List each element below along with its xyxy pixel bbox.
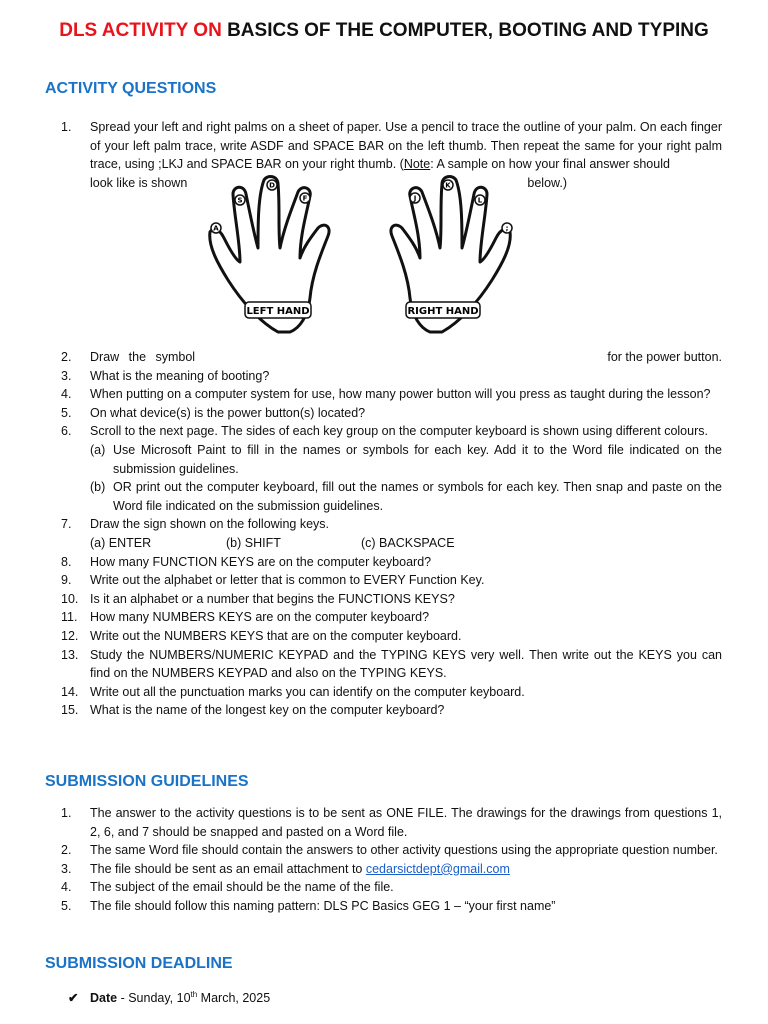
title-red-part: DLS ACTIVITY ON [59,20,222,41]
left-letter-f: F [302,194,308,203]
question-7 [0,515,768,534]
question-text: How many NUMBERS KEYS are on the computer keyboard? [90,610,430,625]
guideline-2 [0,841,768,860]
note-label: Note [403,157,431,172]
guideline-number: 1. [61,806,72,820]
question-number: 15. [61,703,79,718]
question-4 [0,385,768,404]
question-number: 13. [61,647,79,662]
question-text: What is the name of the longest key on the computer keyboard? [90,703,445,718]
questions-list [0,348,768,720]
deadline-rest: March, 2025 [197,991,271,1006]
title-main-part: BASICS OF THE COMPUTER, BOOTING AND TYPING [227,20,709,41]
guideline-5 [0,897,768,916]
deadline-line [68,986,270,1007]
right-letter-j: J [413,194,417,203]
question-6b [0,478,768,515]
question-text: Write out the alphabet or letter that is common to EVERY Function Key. [90,573,485,588]
right-letter-semicolon: ; [505,224,509,233]
question-9 [0,571,768,590]
question-2 [0,348,768,367]
guideline-text: The answer to the activity questions is to be sent as ONE FILE. The drawings for the drawings from questions 1, 2, 6, and 7 should be snapped and pasted on a Word file. [90,806,722,839]
question-number: 7. [61,517,72,532]
question-text: What is the meaning of booting? [90,368,270,383]
question-2-left: Draw the symbol [90,350,196,364]
guidelines-list [0,804,768,916]
question-text: Study the NUMBERS/NUMERIC KEYPAD and the TYPING KEYS very well. Then write out the KEYS you can find on the NUMBERS KEYPAD and also on the TYPING KEYS. [90,647,722,681]
question-number: 1. [61,120,72,134]
guideline-1 [0,804,768,841]
question-15 [0,701,768,720]
question-number: 9. [61,573,72,588]
document-title [0,20,768,42]
guideline-number: 3. [61,861,72,876]
question-5 [0,404,768,423]
guideline-number: 2. [61,843,72,858]
question-text: How many FUNCTION KEYS are on the computer keyboard? [90,554,432,569]
question-1-text-b: : A sample on how your final answer should [430,157,670,172]
question-6 [0,422,768,441]
sub-text: Use Microsoft Paint to fill in the names or symbols for each key. Add it to the Word file indicated on the submission guidelines. [113,442,722,476]
question-number: 3. [61,368,72,383]
question-text: Is it an alphabet or a number that begins the FUNCTIONS KEYS? [90,591,455,606]
guideline-text [90,860,722,879]
question-6a [0,441,768,478]
question-8 [0,553,768,572]
question-number: 4. [61,387,72,402]
question-number: 14. [61,684,79,699]
right-letter-k: K [445,181,451,190]
question-number: 11. [61,610,78,625]
question-text: Scroll to the next page. The sides of each key group on the computer keyboard is shown using different colours. [90,424,708,439]
key-backspace: (c) BACKSPACE [361,535,455,550]
key-enter: (a) ENTER [90,535,152,550]
guideline-number: 4. [61,880,72,895]
question-text: Write out all the punctuation marks you can identify on the computer keyboard. [90,684,525,699]
question-1-last-left: look like is shown [90,175,188,190]
question-number: 8. [61,554,72,569]
question-7-keys [90,534,768,553]
question-number: 5. [61,405,72,420]
left-letter-d: D [269,181,275,190]
question-number: 12. [61,628,79,643]
guideline-number: 5. [61,898,72,913]
left-letter-a: A [213,224,219,233]
deadline-sup: th [190,990,198,999]
question-2-text [90,348,722,367]
sub-text: OR print out the computer keyboard, fill out the names or symbols for each key. Then snap and paste on the Word file indicated on the submission guidelines. [113,480,722,513]
question-text: Draw the sign shown on the following keys. [90,517,330,532]
submission-guidelines-heading: SUBMISSION GUIDELINES [45,773,249,790]
guideline-4 [0,878,768,897]
guideline-3-text: The file should be sent as an email attachment to [90,861,366,876]
submission-deadline-heading: SUBMISSION DEADLINE [45,955,233,972]
sub-label: (b) [90,480,106,495]
question-10 [0,590,768,609]
question-1-text-a: Spread your left and right palms on a sheet of paper. Use a pencil to trace the outline of your palm. On each finger of your left palm trace, write ASDF and SPACE BAR on the left thumb. Then repeat the same for your right palm trace, using ;LKJ and SPACE BAR on your right thumb. ( [90,120,722,172]
left-hand-label: LEFT HAND [246,306,310,317]
question-text: When putting on a computer system for use, how many power button will you press as taught during the lesson? [90,387,711,402]
guideline-text: The same Word file should contain the answers to other activity questions using the appropriate question number. [90,843,718,858]
question-number: 10. [61,591,79,606]
question-text: On what device(s) is the power button(s) located? [90,405,366,420]
left-letter-s: S [237,196,243,205]
question-number: 2. [61,350,72,364]
deadline-label: Date [90,991,118,1006]
right-letter-l: L [477,196,483,205]
question-14 [0,683,768,702]
guideline-3 [0,860,768,879]
activity-questions-heading: ACTIVITY QUESTIONS [45,80,217,97]
question-1-last-right: below.) [527,175,567,190]
question-text [90,118,722,174]
key-shift: (b) SHIFT [226,535,281,550]
question-number: 6. [61,424,72,439]
question-12 [0,627,768,646]
question-11 [0,608,768,627]
right-hand-label: RIGHT HAND [407,306,479,317]
check-icon: ✔ [68,991,79,1006]
sub-label: (a) [90,442,106,457]
deadline-text: - Sunday, 10 [117,991,191,1006]
guideline-text: The file should follow this naming pattern: DLS PC Basics GEG 1 – “your first name” [90,898,556,913]
hands-illustration [200,172,520,344]
question-2-right: for the power button. [607,350,722,364]
guideline-text: The subject of the email should be the name of the file. [90,880,394,895]
question-text: Write out the NUMBERS KEYS that are on the computer keyboard. [90,628,462,643]
question-13 [0,646,768,683]
email-link[interactable]: cedarsictdept@gmail.com [365,861,510,876]
question-3 [0,367,768,386]
